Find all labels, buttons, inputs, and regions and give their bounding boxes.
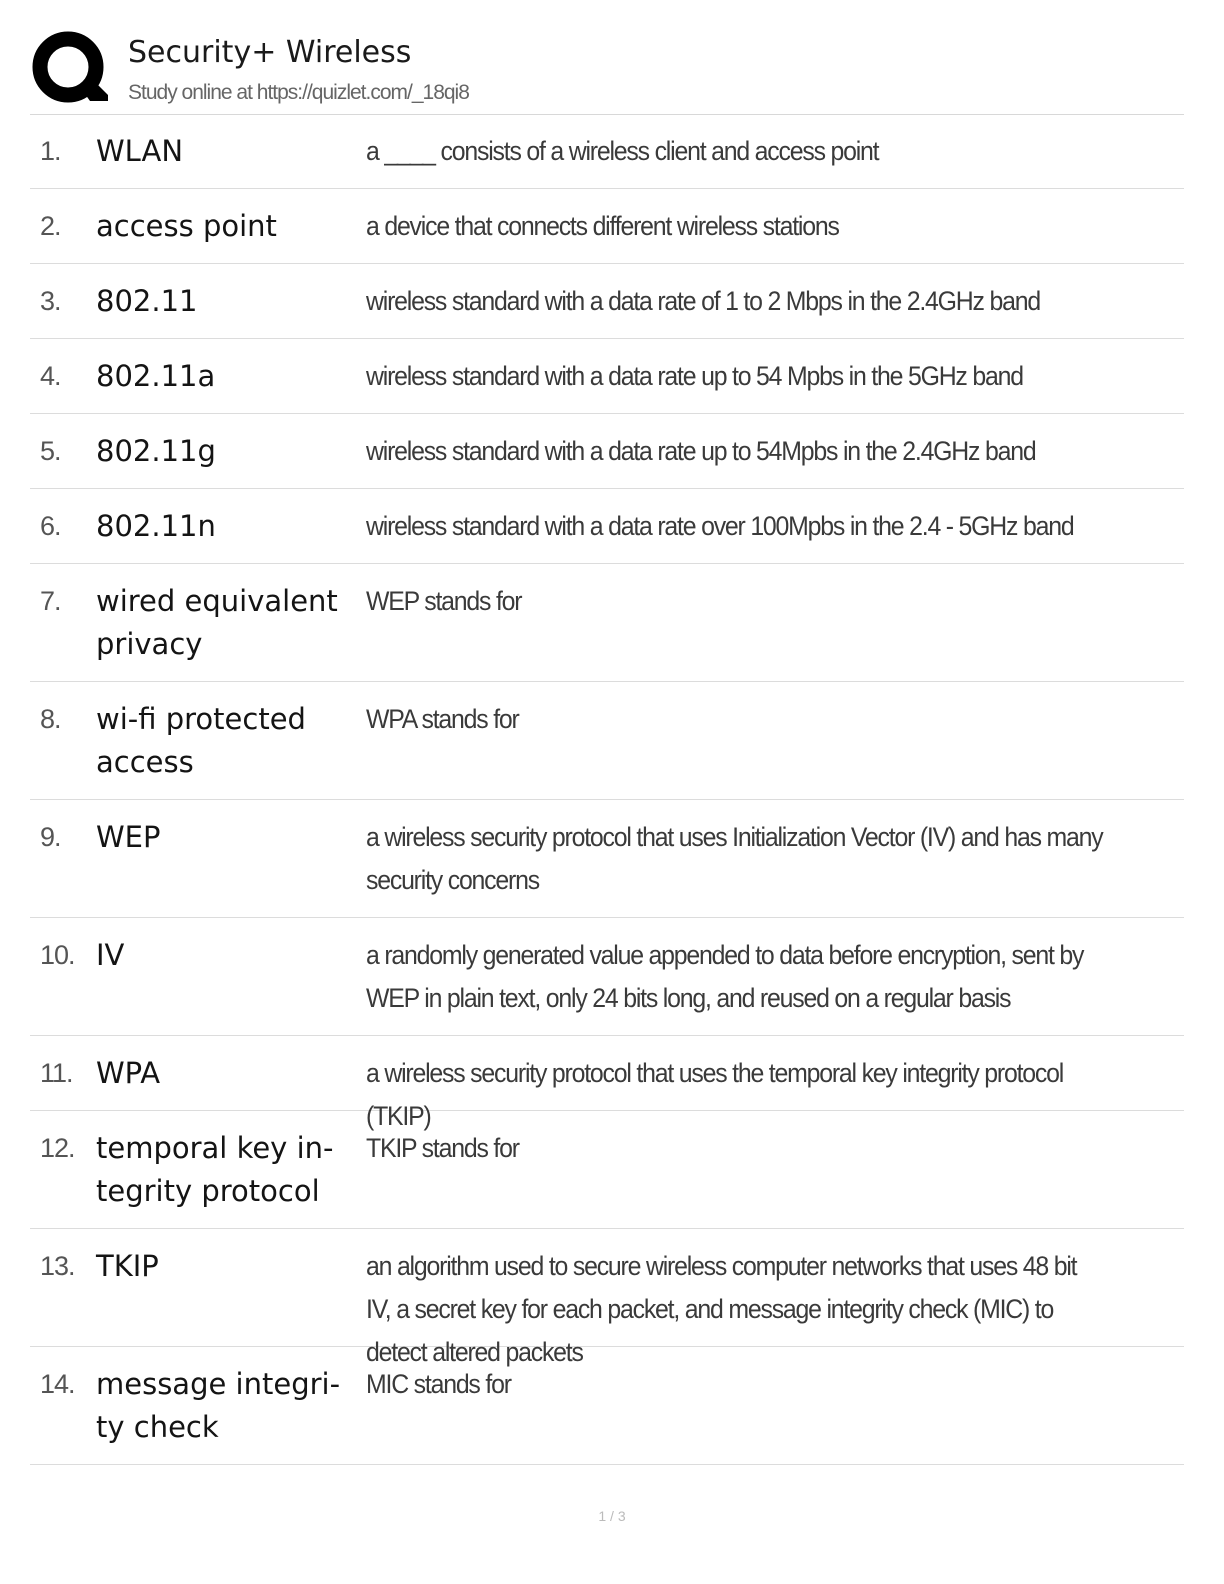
card-term: temporal key in-tegrity protocol — [96, 1131, 334, 1208]
flashcard-row — [30, 489, 1184, 564]
card-term: 802.11g — [96, 434, 216, 468]
card-definition: a randomly generated value appended to data before encryption, sent by WEP in plain text, only 24 bits long, and reused on a regular basis — [366, 940, 1084, 1013]
card-number: 12. — [40, 1133, 75, 1163]
flashcard-row — [30, 564, 1184, 682]
study-link-text: Study online at https://quizlet.com/_18qi8 — [128, 81, 469, 104]
flashcard-row — [30, 800, 1184, 918]
page-number: 1 / 3 — [598, 1508, 626, 1524]
card-definition: MIC stands for — [366, 1369, 511, 1399]
card-definition: TKIP stands for — [366, 1133, 519, 1163]
card-definition: wireless standard with a data rate up to 54 Mpbs in the 5GHz band — [366, 361, 1023, 391]
card-definition: a device that connects different wireless stations — [366, 211, 839, 241]
card-term: TKIP — [96, 1249, 159, 1283]
card-term: WLAN — [96, 134, 184, 168]
page-title: Security+ Wireless — [128, 35, 412, 70]
card-definition: WEP stands for — [366, 586, 522, 616]
card-number: 1. — [40, 136, 61, 166]
card-term: access point — [96, 209, 277, 243]
flashcard-row — [30, 414, 1184, 489]
quizlet-logo-icon — [32, 31, 108, 107]
card-definition: wireless standard with a data rate over 100Mpbs in the 2.4 - 5GHz band — [366, 511, 1074, 541]
card-term: wi-fi protected access — [96, 702, 306, 779]
flashcard-row — [30, 264, 1184, 339]
card-number: 5. — [40, 436, 61, 466]
card-number: 6. — [40, 511, 61, 541]
card-definition: WPA stands for — [366, 704, 519, 734]
flashcard-row — [30, 1111, 1184, 1229]
card-term: WEP — [96, 820, 161, 854]
card-term: 802.11n — [96, 509, 216, 543]
card-number: 3. — [40, 286, 61, 316]
card-definition: a wireless security protocol that uses the temporal key integrity protocol (TKIP) — [366, 1058, 1064, 1131]
card-term: 802.11 — [96, 284, 198, 318]
card-term: IV — [96, 938, 125, 972]
flashcard-row — [30, 918, 1184, 1036]
card-definition: a wireless security protocol that uses Initialization Vector (IV) and has many security concerns — [366, 822, 1103, 895]
card-definition: a ____ consists of a wireless client and access point — [366, 136, 879, 166]
card-number: 9. — [40, 822, 61, 852]
card-number: 2. — [40, 211, 61, 241]
card-number: 14. — [40, 1369, 75, 1399]
card-definition: an algorithm used to secure wireless computer networks that uses 48 bit IV, a secret key for each packet, and message integrity check (MIC) to detect altered packets — [366, 1251, 1077, 1367]
card-term: message integri-ty check — [96, 1367, 341, 1444]
card-term: WPA — [96, 1056, 161, 1090]
card-definition: wireless standard with a data rate of 1 to 2 Mbps in the 2.4GHz band — [366, 286, 1040, 316]
card-term: wired equivalent privacy — [96, 584, 338, 661]
card-number: 8. — [40, 704, 61, 734]
card-number: 7. — [40, 586, 61, 616]
card-definition: wireless standard with a data rate up to 54Mpbs in the 2.4GHz band — [366, 436, 1036, 466]
card-term: 802.11a — [96, 359, 216, 393]
flashcard-row — [30, 114, 1184, 189]
card-number: 13. — [40, 1251, 75, 1281]
card-number: 10. — [40, 940, 75, 970]
flashcard-row — [30, 1347, 1184, 1465]
page-header — [30, 28, 1184, 115]
flashcard-row — [30, 1036, 1184, 1131]
flashcard-list — [30, 114, 1184, 1465]
card-number: 11. — [40, 1058, 73, 1088]
flashcard-row — [30, 339, 1184, 414]
flashcard-row — [30, 189, 1184, 264]
flashcard-row — [30, 1229, 1184, 1367]
flashcard-row — [30, 682, 1184, 800]
card-number: 4. — [40, 361, 61, 391]
